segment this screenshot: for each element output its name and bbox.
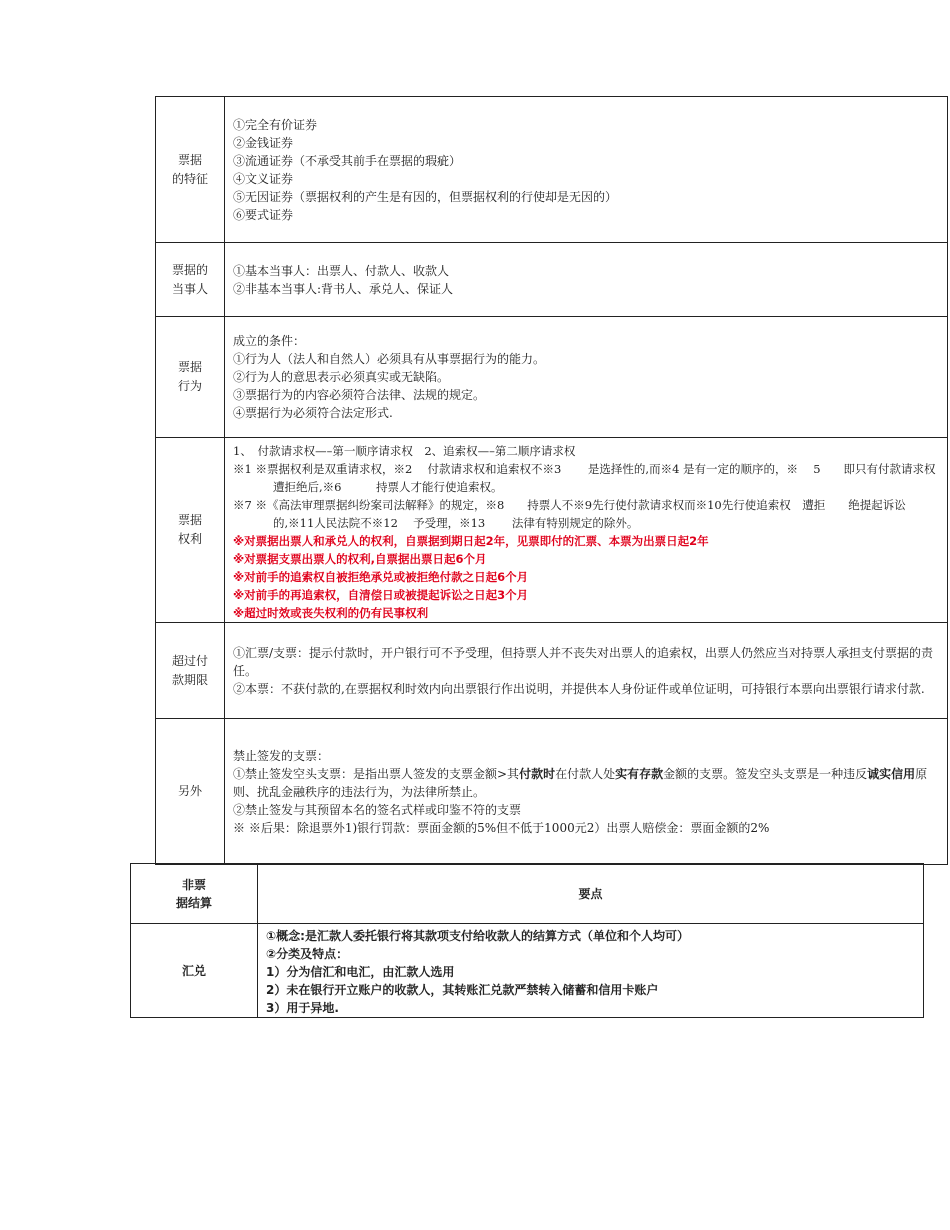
- text-line: ③票据行为的内容必须符合法律、法规的规定。: [233, 388, 486, 402]
- row-label: 票据的 当事人: [156, 243, 225, 317]
- text-line: ⑥要式证券: [233, 207, 294, 222]
- text-line: ②金钱证券: [233, 135, 294, 150]
- bold-text: 诚实信用: [867, 766, 916, 781]
- text-line: ①行为人（法人和自然人）必须具有从事票据行为的能力。: [233, 352, 546, 366]
- red-note: ※对票据支票出票人的权利,自票据出票日起6个月: [233, 552, 487, 566]
- text-line: ③流通证券（不承受其前手在票据的瑕疵）: [233, 153, 462, 168]
- non-bill-table: [130, 863, 924, 1018]
- text-line: 2）未在银行开立账户的收款人，其转账汇兑款严禁转入储蓄和信用卡账户: [266, 983, 659, 997]
- text-part: 金额的支票。签发空头支票是一种违反: [663, 766, 868, 781]
- bold-text: 付款时: [519, 766, 556, 781]
- row-content: [225, 317, 948, 438]
- text-line: ※7 ※《高法审理票据纠纷案司法解释》的规定，※8 持票人不※9先行使付款请求权而※10先行使追索权 遭拒 绝提起诉讼的,※11人民法院不※12 予受理，※13 法律有特别规定的除外。: [233, 498, 906, 530]
- header-col-1: 非票 据结算: [131, 864, 258, 924]
- text-line: ②禁止签发与其预留本名的签名式样或印鉴不符的支票: [233, 802, 522, 817]
- bill-table: [155, 96, 948, 865]
- text-line: 1、 付款请求权—–第一顺序请求权 2、追索权—–第二顺序请求权: [233, 444, 576, 458]
- row-label: 超过付 款期限: [156, 623, 225, 719]
- row-label: 汇兑: [131, 924, 258, 1018]
- table-row: [156, 243, 948, 317]
- bold-text: 实有存款: [615, 766, 664, 781]
- row-content: [225, 243, 948, 317]
- header-col-2: 要点: [258, 864, 924, 924]
- text-line: ①概念:是汇款人委托银行将其款项支付给收款人的结算方式（单位和个人均可）: [266, 929, 689, 943]
- table-row: [156, 317, 948, 438]
- table-header: [131, 864, 924, 924]
- text-line: ②本票：不获付款的,在票据权利时效内向出票银行作出说明，并提供本人身份证件或单位证明，可持银行本票向出票银行请求付款.: [233, 681, 925, 696]
- text-line: ④文义证券: [233, 171, 294, 186]
- text-part: ①禁止签发空头支票：是指出票人签发的支票金额>其: [233, 766, 520, 781]
- table-row: [156, 97, 948, 243]
- red-note: ※对票据出票人和承兑人的权利，自票据到期日起2年，见票即付的汇票、本票为出票日起2年: [233, 534, 709, 548]
- text-line: [233, 765, 939, 801]
- red-note: ※超过时效或丧失权利的仍有民事权利: [233, 606, 429, 620]
- row-content: [225, 623, 948, 719]
- red-note: ※对前手的再追索权，自清偿日或被提起诉讼之日起3个月: [233, 588, 529, 602]
- row-label: 票据 行为: [156, 317, 225, 438]
- text-part: 原则、扰乱金融秩序的违法行为，为法律所禁止。: [233, 766, 928, 799]
- text-line: ①基本当事人：出票人、付款人、收款人: [233, 263, 450, 278]
- text-line: ④票据行为必须符合法定形式.: [233, 406, 393, 420]
- text-line: ※1 ※票据权利是双重请求权，※2 付款请求权和追索权不※3 是选择性的,而※4 是有一定的顺序的，※ 5 即只有付款请求权遭拒绝后,※6 持票人才能行使追索权。: [233, 462, 936, 494]
- row-content: [225, 438, 948, 623]
- text-line: ※ ※后果：除退票外1)银行罚款：票面金额的5%但不低于1000元2）出票人赔偿金：票面金额的2%: [233, 820, 770, 835]
- table-row: [156, 623, 948, 719]
- text-line: ①完全有价证券: [233, 117, 318, 132]
- row-label: 票据 的特征: [156, 97, 225, 243]
- row-label: 票据 权利: [156, 438, 225, 623]
- text-line: 1）分为信汇和电汇，由汇款人选用: [266, 965, 455, 979]
- text-line: 禁止签发的支票：: [233, 748, 330, 763]
- text-part: 在付款人处: [555, 766, 616, 781]
- text-line: 成立的条件：: [233, 334, 306, 348]
- text-line: ②行为人的意思表示必须真实或无缺陷。: [233, 370, 450, 384]
- text-line: ①汇票/支票：提示付款时，开户银行可不予受理，但持票人并不丧失对出票人的追索权，出票人仍然应当对持票人承担支付票据的责任。: [233, 645, 934, 678]
- row-content: [258, 924, 924, 1018]
- red-note: ※对前手的追索权自被拒绝承兑或被拒绝付款之日起6个月: [233, 570, 529, 584]
- text-line: ⑤无因证券（票据权利的产生是有因的，但票据权利的行使却是无因的）: [233, 189, 618, 204]
- row-content: [225, 97, 948, 243]
- table-row: [156, 438, 948, 623]
- text-line: ②分类及特点：: [266, 947, 349, 961]
- table-row: [131, 924, 924, 1018]
- text-line: ②非基本当事人:背书人、承兑人、保证人: [233, 281, 454, 296]
- table-row: [156, 719, 948, 865]
- text-line: 3）用于异地.: [266, 1001, 339, 1015]
- row-content: [225, 719, 948, 865]
- row-label: 另外: [156, 719, 225, 865]
